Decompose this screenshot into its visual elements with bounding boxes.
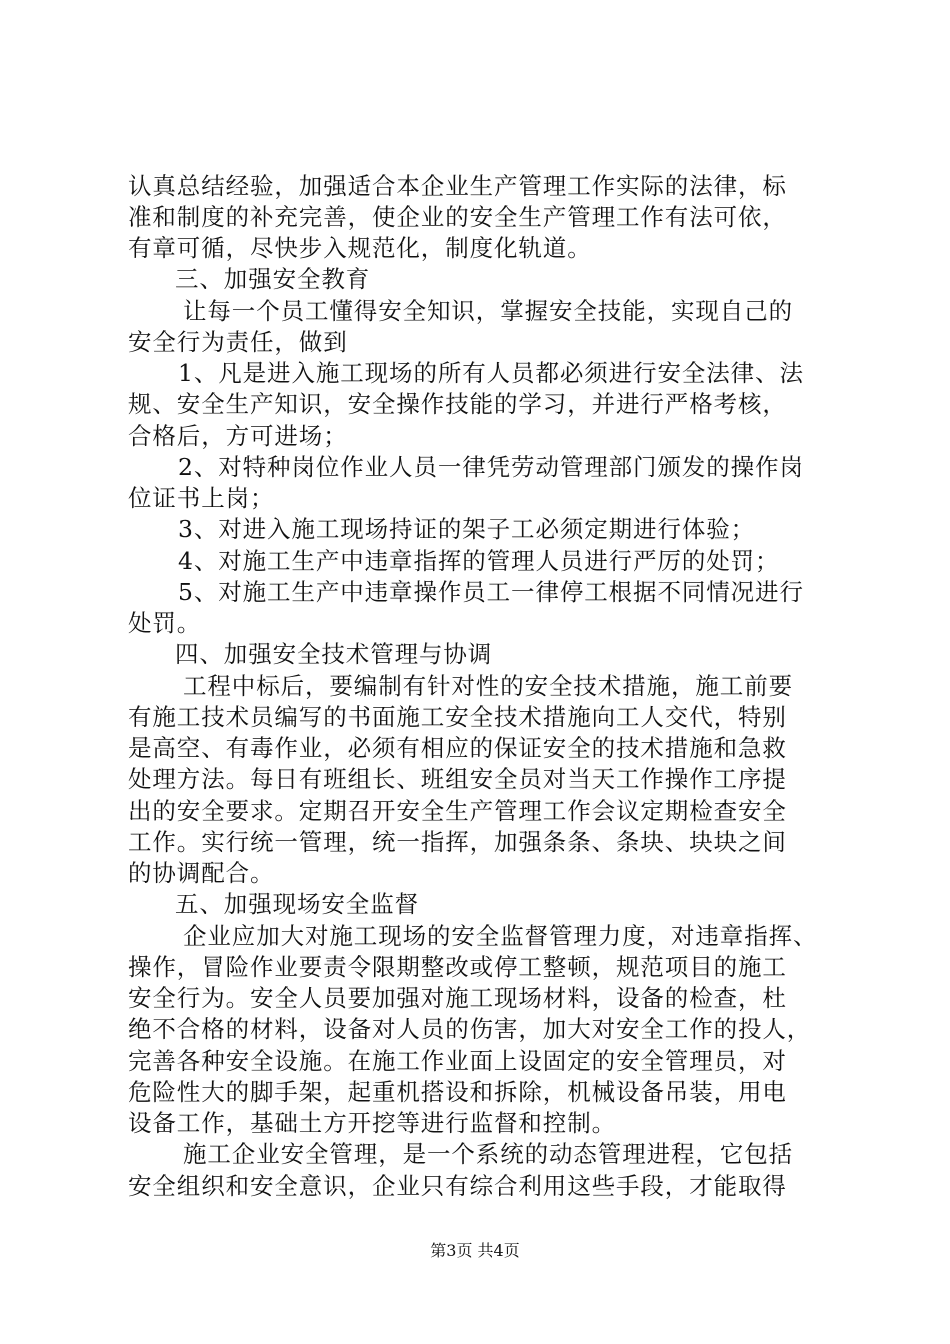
text-line: 出的安全要求。定期召开安全生产管理工作会议定期检查安全 <box>128 797 787 825</box>
text-line: 合格后，方可进场； <box>128 422 348 450</box>
text-line: 位证书上岗； <box>128 484 275 512</box>
text-line: 施工企业安全管理，是一个系统的动态管理进程，它包括 <box>183 1140 793 1168</box>
text-line: 设备工作，基础土方开挖等进行监督和控制。 <box>128 1109 616 1137</box>
text-line: 企业应加大对施工现场的安全监督管理力度，对违章指挥、 <box>183 922 818 950</box>
text-line: 绝不合格的材料，设备对人员的伤害，加大对安全工作的投人， <box>128 1015 812 1043</box>
text-line: 准和制度的补充完善，使企业的安全生产管理工作有法可依， <box>128 203 787 231</box>
text-line: 安全组织和安全意识，企业只有综合利用这些手段，才能取得 <box>128 1172 787 1200</box>
list-item-1: 1、凡是进入施工现场的所有人员都必须进行安全法律、法 <box>178 359 804 387</box>
section-heading-4: 四、加强安全技术管理与协调 <box>175 640 493 668</box>
text-line: 安全行为。安全人员要加强对施工现场材料，设备的检查，杜 <box>128 984 787 1012</box>
text-line: 处理方法。每日有班组长、班组安全员对当天工作操作工序提 <box>128 765 787 793</box>
text-line: 有施工技术员编写的书面施工安全技术措施向工人交代，特别 <box>128 703 787 731</box>
section-heading-5: 五、加强现场安全监督 <box>175 890 419 918</box>
list-item-5: 5、对施工生产中违章操作员工一律停工根据不同情况进行 <box>178 578 804 606</box>
text-line: 规、安全生产知识，安全操作技能的学习，并进行严格考核， <box>128 390 787 418</box>
list-item-2: 2、对特种岗位作业人员一律凭劳动管理部门颁发的操作岗 <box>178 453 804 481</box>
text-line: 完善各种安全设施。在施工作业面上设固定的安全管理员，对 <box>128 1047 787 1075</box>
text-line: 是高空、有毒作业，必须有相应的保证安全的技术措施和急救 <box>128 734 787 762</box>
text-line: 操作，冒险作业要责令限期整改或停工整顿，规范项目的施工 <box>128 953 787 981</box>
text-line: 处罚。 <box>128 609 202 637</box>
text-line: 工作。实行统一管理，统一指挥，加强条条、条块、块块之间 <box>128 828 787 856</box>
text-line: 认真总结经验，加强适合本企业生产管理工作实际的法律，标 <box>128 172 787 200</box>
list-item-4: 4、对施工生产中违章指挥的管理人员进行严厉的处罚； <box>178 547 780 575</box>
text-line: 有章可循，尽快步入规范化，制度化轨道。 <box>128 234 592 262</box>
text-line: 危险性大的脚手架，起重机搭设和拆除，机械设备吊装，用电 <box>128 1078 787 1106</box>
text-line: 安全行为责任，做到 <box>128 328 348 356</box>
section-heading-3: 三、加强安全教育 <box>175 265 371 293</box>
list-item-3: 3、对进入施工现场持证的架子工必须定期进行体验； <box>178 515 756 543</box>
text-line: 工程中标后，要编制有针对性的安全技术措施，施工前要 <box>183 672 793 700</box>
text-line: 让每一个员工懂得安全知识，掌握安全技能，实现自己的 <box>183 297 793 325</box>
text-line: 的协调配合。 <box>128 859 275 887</box>
page-number-footer: 第3页 共4页 <box>430 1241 520 1260</box>
